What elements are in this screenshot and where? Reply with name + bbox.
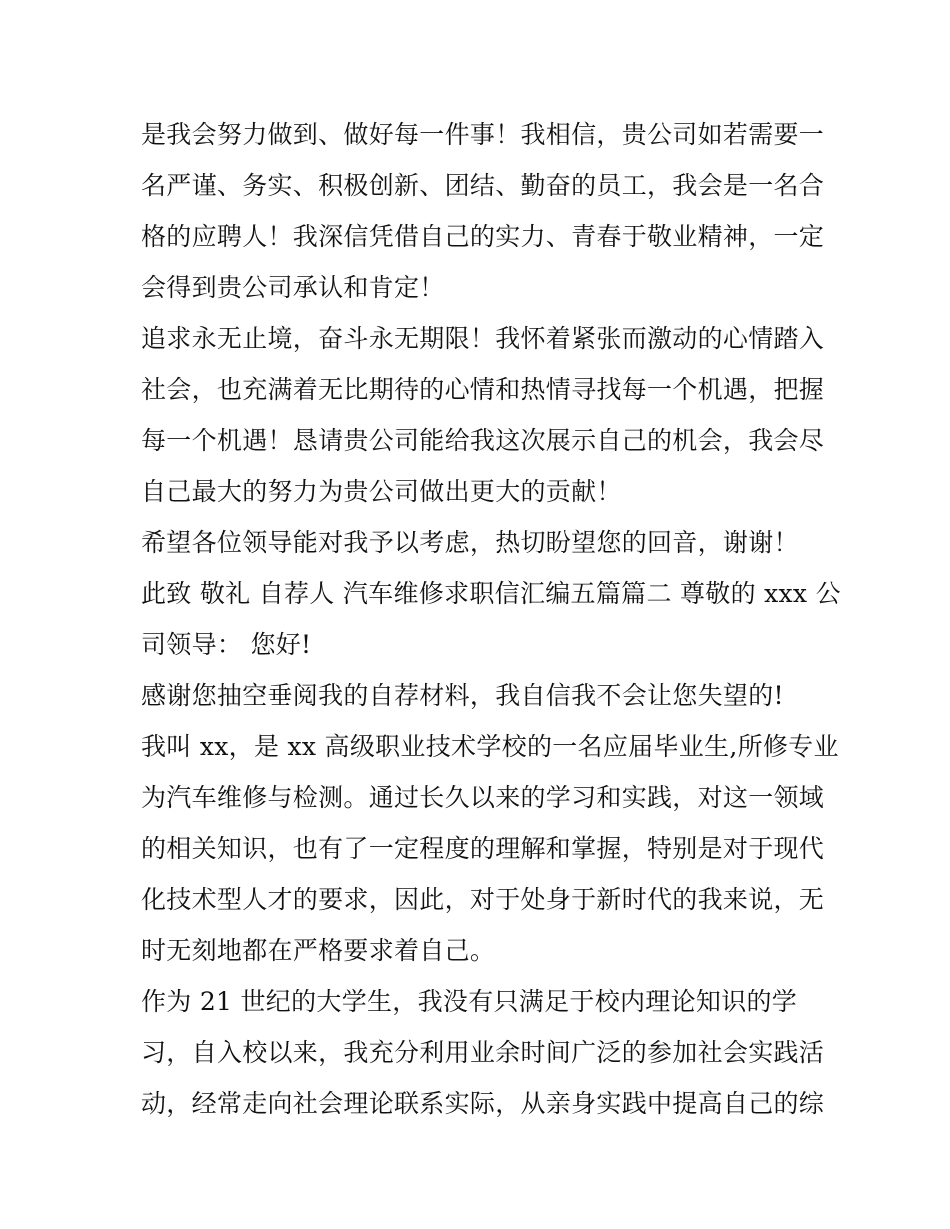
text-line: 作为 21 世纪的大学生，我没有只满足于校内理论知识的学: [141, 987, 798, 1016]
text-line: 格的应聘人！我深信凭借自己的实力、青春于敬业精神，一定: [141, 222, 825, 251]
text-line: 我叫 xx，是 xx 高级职业技术学校的一名应届毕业生,所修专业: [141, 732, 839, 761]
text-line: 动，经常走向社会理论联系实际，从亲身实践中提高自己的综: [141, 1089, 825, 1118]
text-line: 社会，也充满着无比期待的心情和热情寻找每一个机遇，把握: [141, 375, 825, 404]
document-body: [141, 109, 841, 1129]
text-line: 名严谨、务实、积极创新、团结、勤奋的员工，我会是一名合: [141, 171, 825, 200]
text-line: 每一个机遇！恳请贵公司能给我这次展示自己的机会，我会尽: [141, 426, 825, 455]
text-line: 司领导： 您好!: [141, 630, 312, 659]
text-line: 感谢您抽空垂阅我的自荐材料，我自信我不会让您失望的!: [141, 681, 784, 710]
text-line: 化技术型人才的要求，因此，对于处身于新时代的我来说，无: [141, 885, 825, 914]
text-line: 会得到贵公司承认和肯定！: [141, 273, 445, 302]
text-line: 的相关知识，也有了一定程度的理解和掌握，特别是对于现代: [141, 834, 825, 863]
text-line: 是我会努力做到、做好每一件事！我相信，贵公司如若需要一: [141, 120, 825, 149]
text-line: 为汽车维修与检测。通过长久以来的学习和实践，对这一领域: [141, 783, 825, 812]
text-line: 追求永无止境，奋斗永无期限！我怀着紧张而激动的心情踏入: [141, 324, 825, 353]
text-line: 自己最大的努力为贵公司做出更大的贡献！: [141, 477, 622, 506]
text-line: 时无刻地都在严格要求着自己。: [141, 936, 496, 965]
text-line: 此致 敬礼 自荐人 汽车维修求职信汇编五篇篇二 尊敬的 xxx 公: [141, 579, 841, 608]
text-line: 希望各位领导能对我予以考虑，热切盼望您的回音，谢谢！: [141, 528, 799, 557]
text-line: 习，自入校以来，我充分利用业余时间广泛的参加社会实践活: [141, 1038, 825, 1067]
